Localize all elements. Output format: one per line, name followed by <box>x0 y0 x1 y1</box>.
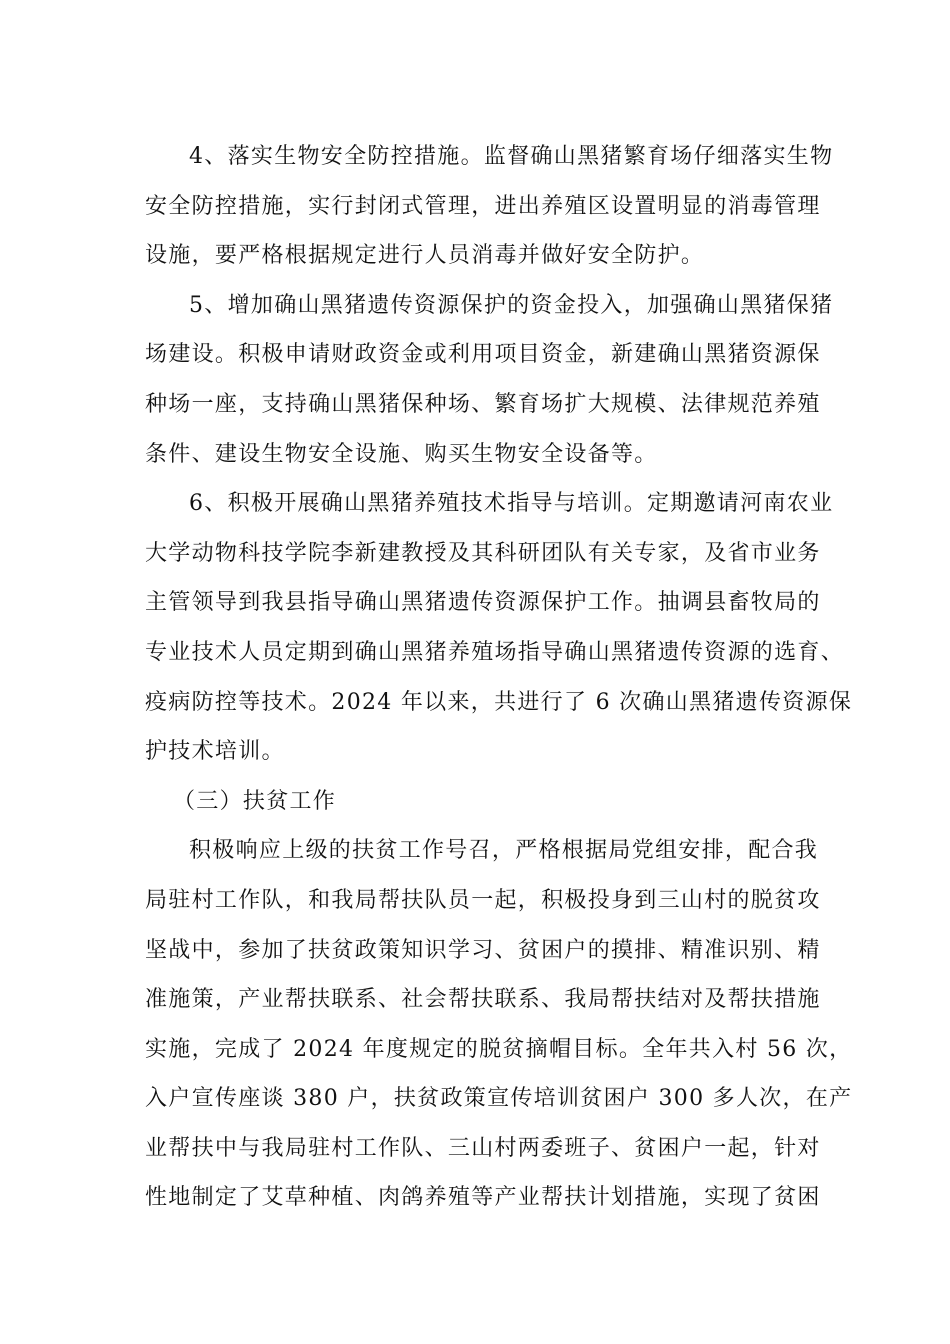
text-line: 4、落实生物安全防控措施。监督确山黑猪繁育场仔细落实生物 <box>189 144 834 169</box>
text-line: 6、积极开展确山黑猪养殖技术指导与培训。定期邀请河南农业 <box>189 491 834 517</box>
text-line: 场建设。积极申请财政资金或利用项目资金，新建确山黑猪资源保 <box>145 342 821 368</box>
paragraph-training <box>145 479 853 777</box>
text-line: 条件、建设生物安全设施、购买生物安全设备等。 <box>145 441 658 467</box>
text-line: 实施，完成了 2024 年度规定的脱贫摘帽目标。全年共入村 56 次， <box>145 1036 853 1062</box>
text-line: 安全防控措施，实行封闭式管理，进出养殖区设置明显的消毒管理 <box>145 193 821 219</box>
document-body <box>145 132 853 1223</box>
text-line: 专业技术人员定期到确山黑猪养殖场指导确山黑猪遗传资源的选育、 <box>145 639 845 665</box>
text-line: 护技术培训。 <box>145 739 285 765</box>
paragraph-biosecurity <box>145 132 834 281</box>
text-line: 设施，要严格根据规定进行人员消毒并做好安全防护。 <box>145 243 705 269</box>
text-line: 疫病防控等技术。2024 年以来，共进行了 6 次确山黑猪遗传资源保 <box>145 689 853 715</box>
section-heading-poverty-relief <box>145 777 815 827</box>
text-line: 准施策，产业帮扶联系、社会帮扶联系、我局帮扶结对及帮扶措施 <box>145 987 821 1013</box>
paragraph-funding <box>145 281 834 479</box>
text-line: 性地制定了艾草种植、肉鸽养殖等产业帮扶计划措施，实现了贫困 <box>145 1185 821 1211</box>
text-line: 局驻村工作队，和我局帮扶队员一起，积极投身到三山村的脱贫攻 <box>145 887 821 913</box>
text-line: 种场一座，支持确山黑猪保种场、繁育场扩大规模、法律规范养殖 <box>145 391 821 417</box>
text-line: 坚战中，参加了扶贫政策知识学习、贫困户的摸排、精准识别、精 <box>145 937 821 963</box>
text-line: 业帮扶中与我局驻村工作队、三山村两委班子、贫困户一起，针对 <box>145 1135 821 1161</box>
text-line: 大学动物科技学院李新建教授及其科研团队有关专家，及省市业务 <box>145 540 821 566</box>
paragraph-poverty-relief <box>145 826 853 1223</box>
text-line: 主管领导到我县指导确山黑猪遗传资源保护工作。抽调县畜牧局的 <box>145 590 821 616</box>
heading-text: （三）扶贫工作 <box>173 788 337 814</box>
text-line: 5、增加确山黑猪遗传资源保护的资金投入，加强确山黑猪保猪 <box>189 292 834 318</box>
text-line: 积极响应上级的扶贫工作号召，严格根据局党组安排，配合我 <box>189 838 819 864</box>
text-line: 入户宣传座谈 380 户，扶贫政策宣传培训贫困户 300 多人次，在产 <box>145 1086 853 1112</box>
